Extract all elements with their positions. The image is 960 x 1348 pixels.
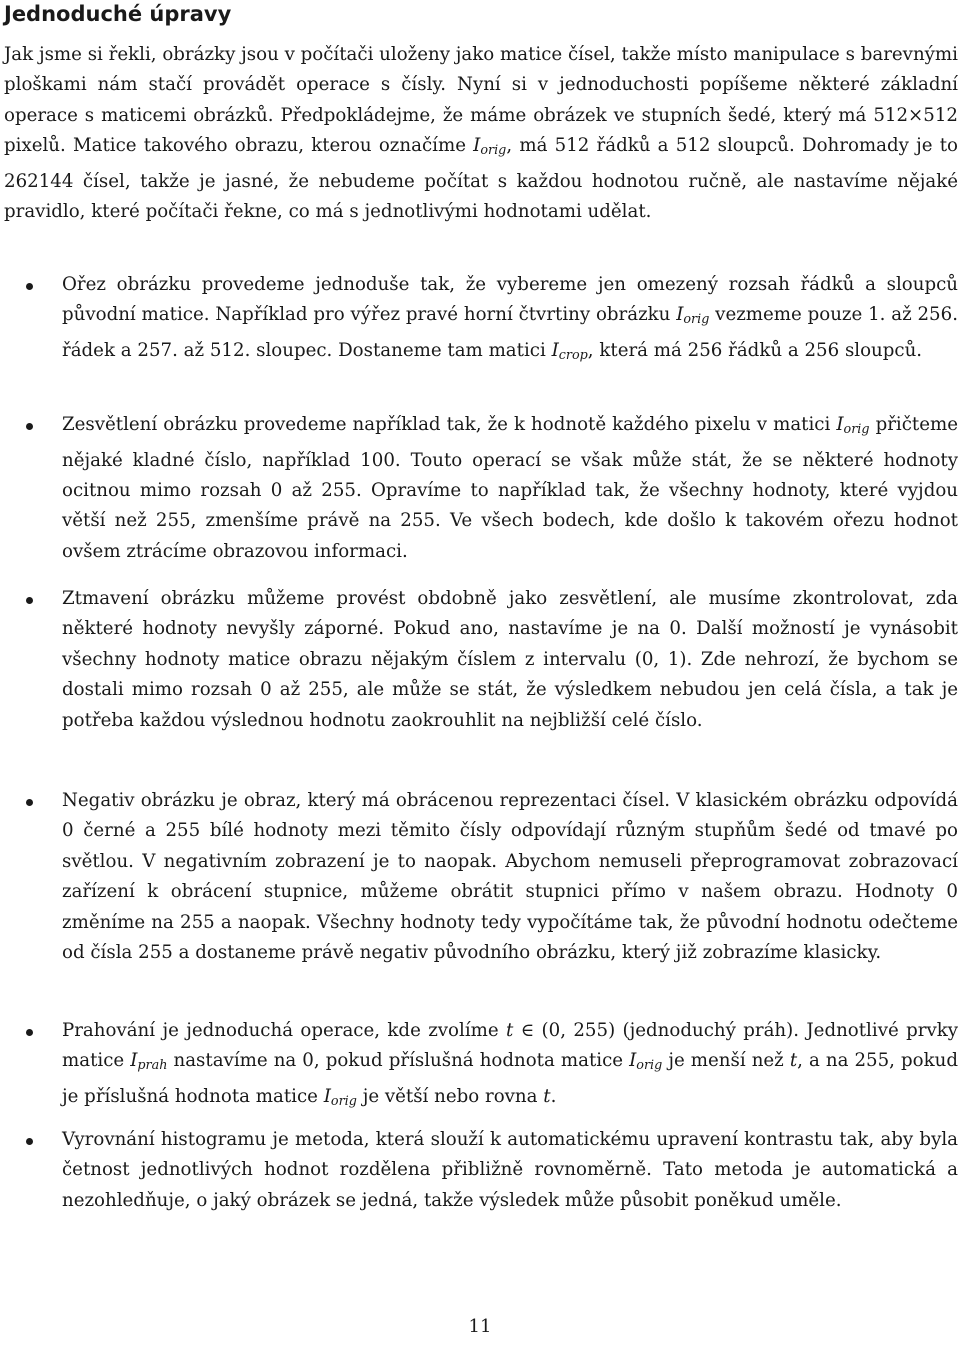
item-text: Ztmavení obrázku můžeme provést obdobně jako zesvětlení, ale musíme zkontrolovat, zda některé hodnoty nevyšly záporné. Pokud ano, nastavíme je na 0. Další možností je vynásobit všechny hodnoty matice obrazu nějakým číslem z intervalu (0, 1). Zde nehrozí, že bychom se dostali mimo rozsah 0 až 255, ale může se stát, že výsledkem nebudou jen celá čísla, a tak je potřeba každou výslednou hodnotu zaokrouhlit na nejbližší celé číslo.: [62, 588, 958, 731]
math-subscript: orig: [636, 1058, 663, 1074]
item-text: Negativ obrázku je obraz, který má obrácenou reprezentaci čísel. V klasickém obrázku odpovídá 0 černé a 255 bílé hodnoty mezi těmito čísly odpovídají různým stupňům šedé od tmavé po světlou. V negativním zobrazení je to naopak. Abychom nemuseli přeprogramovat zobrazovací zařízení k obrácení stupnice, můžeme obrátit stupnici přímo v našem obrazu. Hodnoty 0 změníme na 255 a naopak. Všechny hodnoty tedy vypočítáme tak, že původní hodnotu odečteme od čísla 255 a dostaneme právě negativ původního obrázku, který již zobrazíme klasicky.: [62, 790, 958, 964]
math-subscript: orig: [480, 143, 507, 159]
intro-text-2: , má 512 řádků a 512 sloupců. Dohromady je to 262144 čísel, takže je jasné, že nebudeme počítat s každou hodnotou ručně, ale nastavíme nějaké pravidlo, které počítači řekne, co má s jednotlivými hodnotami udělat.: [4, 135, 958, 223]
math-subscript: orig: [843, 422, 870, 438]
math-symbol: I: [323, 1085, 331, 1107]
bullet-icon: [26, 597, 33, 604]
bullet-icon: [26, 283, 33, 290]
math-subscript: prah: [137, 1058, 168, 1074]
math-symbol: t: [789, 1050, 798, 1072]
math-symbol: I: [130, 1050, 138, 1072]
item-text: ∈ (0, 255) (jednoduchý práh). Jednotlivé prvky matice: [62, 1020, 959, 1072]
bullet-icon: [26, 1029, 33, 1036]
math-subscript: orig: [683, 312, 710, 328]
item-text: Zesvětlení obrázku provedeme například tak, že k hodnotě každého pixelu v matici: [62, 414, 837, 435]
item-text: , která má 256 řádků a 256 sloupců.: [587, 339, 923, 361]
math-symbol: I: [473, 135, 481, 157]
math-subscript: crop: [558, 348, 588, 364]
list-item-threshold: [4, 1016, 958, 1118]
bullet-icon: [26, 423, 33, 430]
page-number: 11: [468, 1316, 492, 1337]
list-item-negative: [4, 786, 958, 968]
list-item-darken: [4, 584, 958, 736]
list-item-histogram: [4, 1125, 958, 1216]
item-text: je větší nebo rovna: [356, 1085, 544, 1107]
item-text: přičteme nějaké kladné číslo, například 100. Touto operací se však může stát, že se některé hodnoty ocitnou mimo rozsah 0 až 255. Opravíme to například tak, že všechny hodnoty, které vyjdou větší než 255, zmenšíme právě na 255. Ve všech bodech, kde došlo k takovém ořezu hodnot ovšem ztrácíme obrazovou informaci.: [62, 414, 958, 562]
item-text: , a na 255, pokud je příslušná hodnota matice: [62, 1050, 958, 1107]
bullet-icon: [26, 799, 33, 806]
item-text: je menší než: [662, 1050, 790, 1072]
math-symbol: I: [836, 414, 844, 435]
item-text: nastavíme na 0, pokud příslušná hodnota matice: [167, 1050, 630, 1072]
list-item-crop: [4, 270, 958, 372]
section-heading: Jednoduché úpravy: [4, 2, 232, 26]
item-text: vezmeme pouze 1. až 256. řádek a 257. až 512. sloupec. Dostaneme tam matici: [62, 304, 958, 361]
intro-text-1: Jak jsme si řekli, obrázky jsou v počítači uloženy jako matice čísel, takže místo manipulace s barevnými ploškami nám stačí provádět operace s čísly. Nyní si v jednoduchosti popíšeme některé základní operace s maticemi obrázků. Předpokládejme, že máme obrázek ve stupních šedé, který má 512×512 pixelů. Matice takového obrazu, kterou označíme: [4, 44, 958, 157]
math-symbol: I: [676, 304, 684, 326]
math-symbol: I: [629, 1050, 637, 1072]
item-text: Prahování je jednoduchá operace, kde zvolíme: [62, 1020, 507, 1041]
math-symbol: t: [543, 1085, 551, 1107]
list-item-brighten: [4, 410, 958, 567]
item-text: .: [550, 1085, 557, 1107]
math-symbol: I: [551, 339, 559, 361]
item-text: Ořez obrázku provedeme jednoduše tak, že vybereme jen omezený rozsah řádků a sloupců původní matice. Například pro výřez pravé horní čtvrtiny obrázku: [62, 274, 958, 326]
math-subscript: orig: [330, 1094, 357, 1110]
intro-paragraph: [4, 40, 958, 228]
math-symbol: t: [506, 1020, 514, 1041]
bullet-icon: [26, 1138, 33, 1145]
item-text: Vyrovnání histogramu je metoda, která slouží k automatickému upravení kontrastu tak, aby byla četnost jednotlivých hodnot rozdělena přibližně rovnoměrně. Tato metoda je automatická a nezohledňuje, o jaký obrázek se jedná, takže výsledek může působit poněkud uměle.: [62, 1129, 958, 1211]
